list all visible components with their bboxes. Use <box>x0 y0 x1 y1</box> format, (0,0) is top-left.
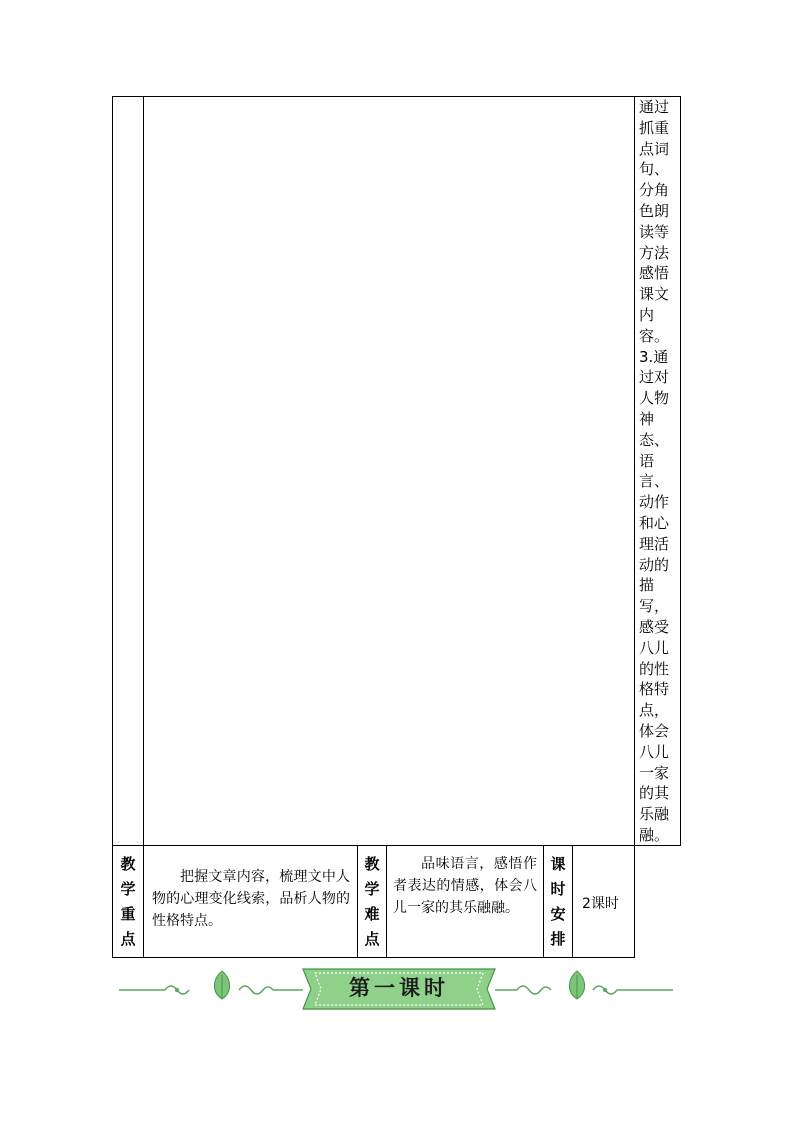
schedule-value: 2课时 <box>582 896 619 912</box>
focus-text: 把握文章内容，梳理文中人物的心理变化线索，品析人物的性格特点。 <box>152 869 350 929</box>
difficulty-text: 品味语言，感悟作者表达的情感，体会八儿一家的其乐融融。 <box>393 856 537 916</box>
schedule-label: 课 时 安 排 <box>550 855 566 948</box>
difficulty-label: 教 学 难 点 <box>364 855 380 948</box>
focus-label: 教 学 重 点 <box>120 855 136 948</box>
section-title: 第一课时 <box>349 975 449 1000</box>
leaf-icon <box>214 971 229 999</box>
teaching-goals-text: 通过抓重点词句、分角色朗读等方法感悟课文内容。3.通过对人物神态、语言、动作和心理活动的描写，感受八儿的性格特点，体会八儿一家的其乐融融。 <box>639 98 670 844</box>
leaf-icon <box>569 971 584 999</box>
